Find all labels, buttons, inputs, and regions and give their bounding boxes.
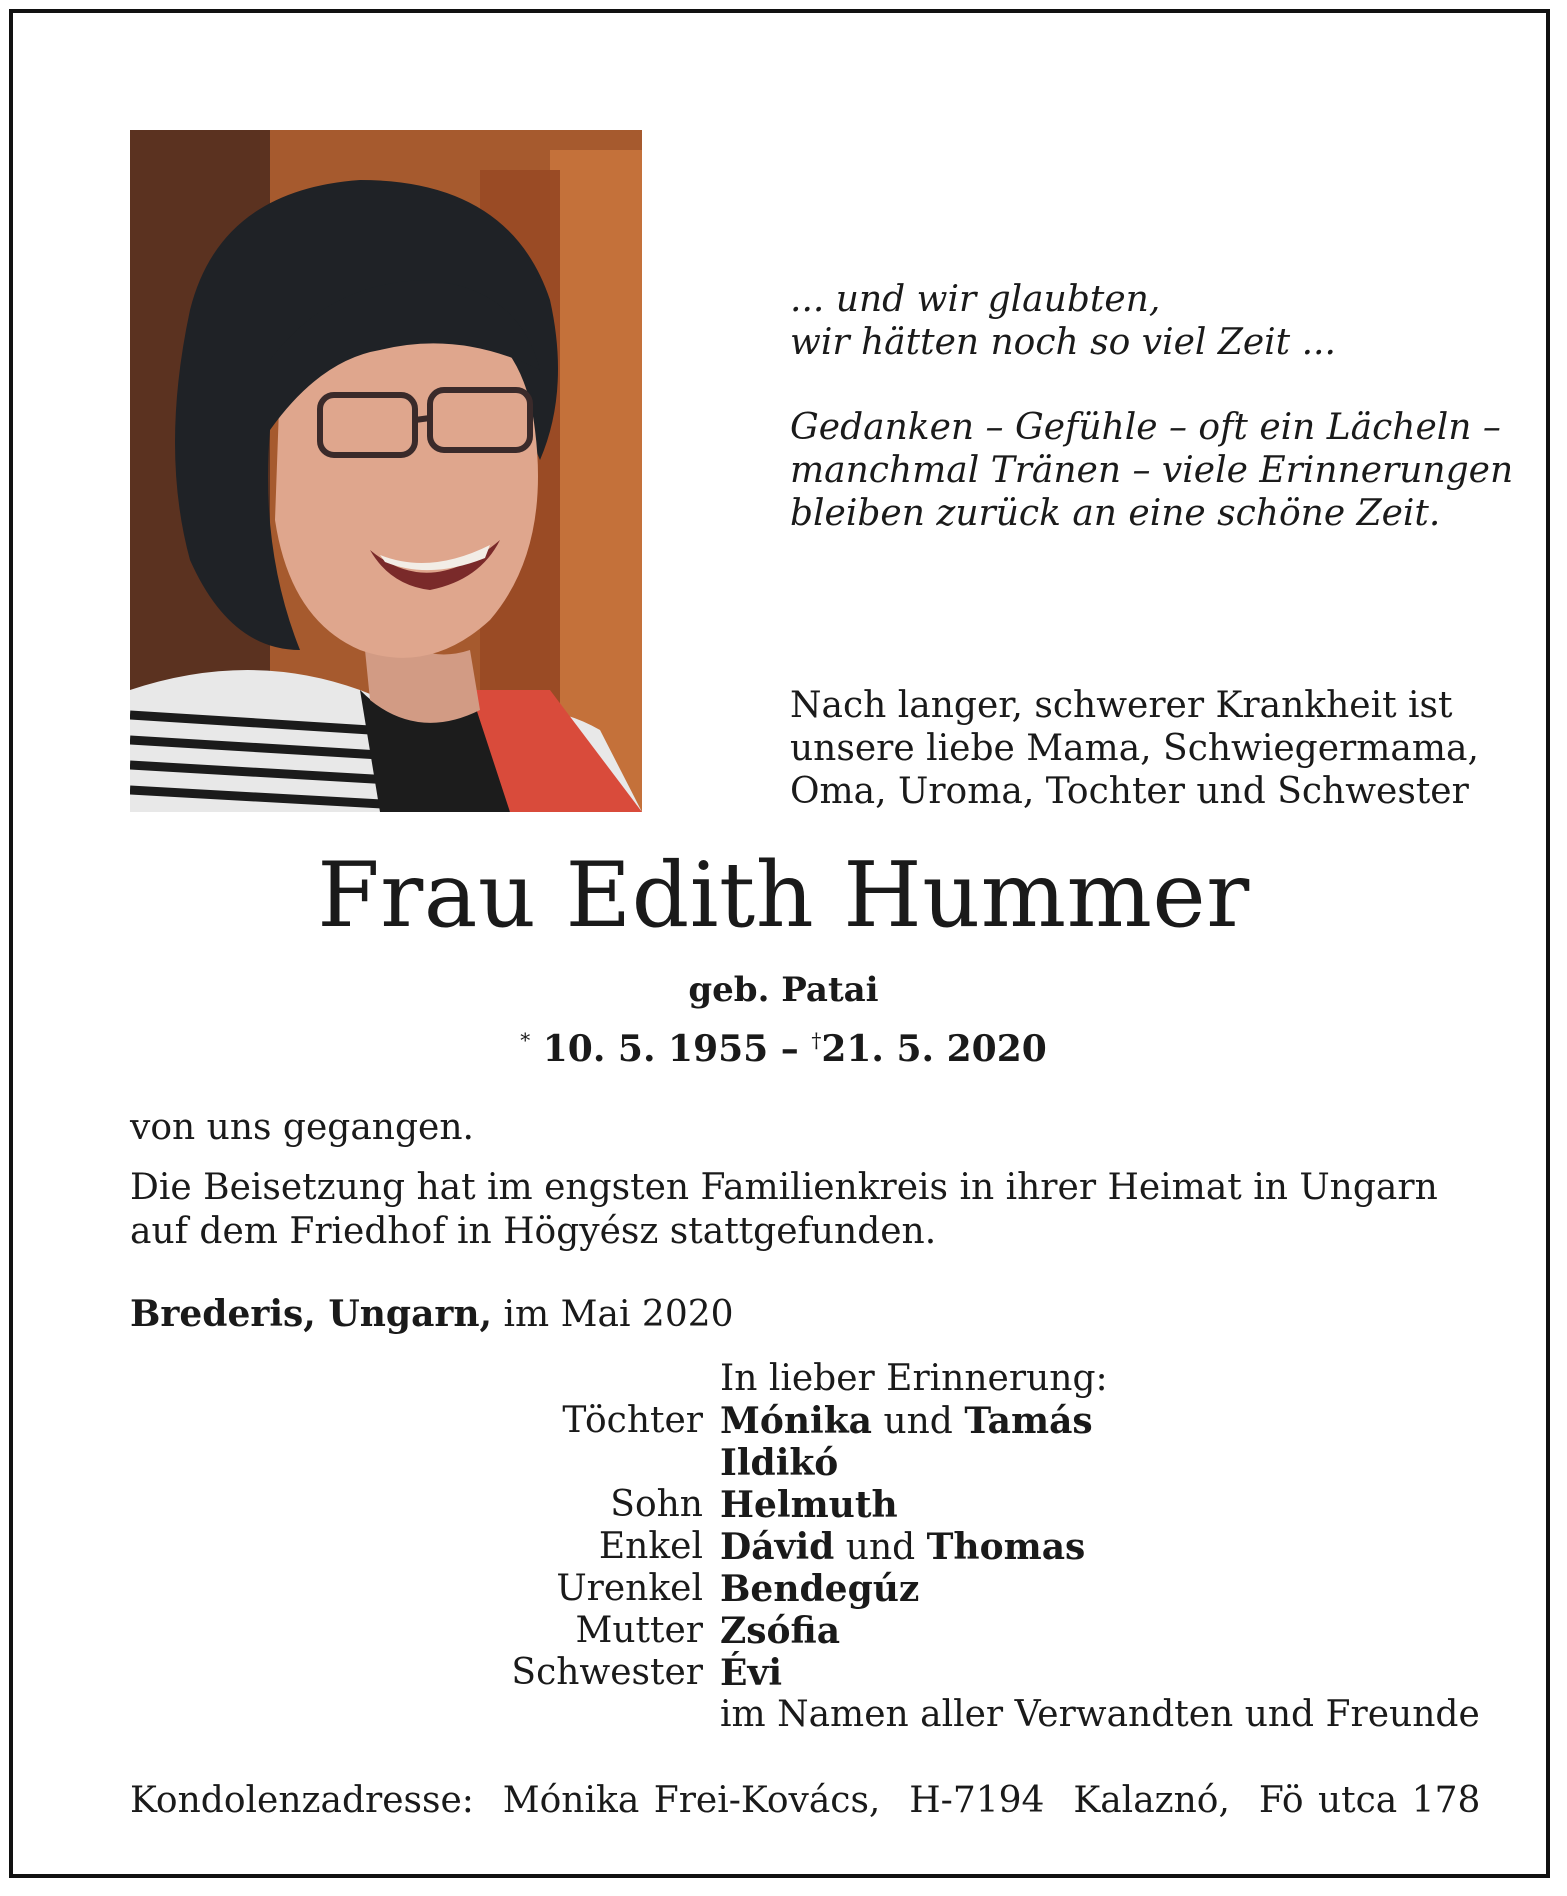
intro-line: unsere liebe Mama, Schwiegermama, <box>790 728 1479 769</box>
family-heading-row <box>0 1358 1567 1400</box>
family-heading: In lieber Erinnerung: <box>720 1358 1108 1399</box>
member-name: Bendegúz <box>720 1568 920 1610</box>
intro-text <box>790 684 1479 813</box>
relation: Mutter <box>575 1610 703 1651</box>
member-name: Ildikó <box>720 1442 839 1484</box>
family-closing-row <box>0 1694 1567 1736</box>
died-symbol: † <box>811 1028 822 1052</box>
died-date: 21. 5. 2020 <box>821 1028 1047 1070</box>
family-row <box>0 1610 1567 1652</box>
family-row <box>0 1526 1567 1568</box>
place: Brederis, Ungarn, <box>130 1293 493 1335</box>
born-symbol: * <box>520 1028 531 1052</box>
member-name: Helmuth <box>720 1484 898 1526</box>
intro-line: Oma, Uroma, Tochter und Schwester <box>790 771 1469 812</box>
birth-name: geb. Patai <box>688 970 879 1010</box>
passed-text: von uns gegangen. <box>130 1107 474 1148</box>
date-text: im Mai 2020 <box>503 1294 734 1335</box>
member-name: Thomas <box>926 1526 1086 1568</box>
poem-line: ... und wir glaubten, <box>790 279 1161 320</box>
relation: Enkel <box>598 1526 703 1567</box>
born-date: 10. 5. 1955 <box>542 1028 769 1070</box>
condolence-address: Kondolenzadresse: Mónika Frei-Kovács, H-7194 Kalaznó, Fö utca 178 <box>130 1780 1481 1821</box>
member-name: Dávid <box>720 1526 835 1568</box>
relation: Sohn <box>610 1484 703 1525</box>
member-name: Évi <box>720 1652 783 1694</box>
conjunction: und <box>845 1527 916 1568</box>
family-closing: im Namen aller Verwandten und Freunde <box>720 1694 1480 1735</box>
poem-line: bleiben zurück an eine schöne Zeit. <box>790 493 1441 534</box>
member-name: Zsófia <box>720 1610 841 1652</box>
relation: Töchter <box>562 1400 703 1441</box>
poem-line: wir hätten noch so viel Zeit ... <box>790 322 1336 363</box>
family-row <box>0 1568 1567 1610</box>
place-date <box>130 1292 734 1337</box>
life-dates <box>0 1028 1567 1070</box>
family-row <box>0 1484 1567 1526</box>
relation: Urenkel <box>556 1568 703 1609</box>
poem-line: manchmal Tränen – viele Erinnerungen <box>790 450 1514 491</box>
poem-line: Gedanken – Gefühle – oft ein Lächeln – <box>790 407 1501 448</box>
date-dash: – <box>780 1028 799 1070</box>
conjunction: und <box>883 1401 953 1442</box>
member-name: Tamás <box>964 1400 1093 1442</box>
poem-stanza-1 <box>790 278 1336 364</box>
intro-line: Nach langer, schwerer Krankheit ist <box>790 685 1453 726</box>
family-row <box>0 1652 1567 1694</box>
portrait-photo <box>130 130 642 812</box>
family-row <box>0 1442 1567 1484</box>
family-row <box>0 1400 1567 1442</box>
burial-text: Die Beisetzung hat im engsten Familienkreis in ihrer Heimat in Ungarn auf dem Friedhof in Högyész stattgefunden. <box>130 1167 1438 1252</box>
poem-stanza-2 <box>790 406 1513 535</box>
member-name: Mónika <box>720 1400 872 1442</box>
deceased-name: Frau Edith Hummer <box>317 843 1250 948</box>
relation: Schwester <box>511 1652 703 1693</box>
